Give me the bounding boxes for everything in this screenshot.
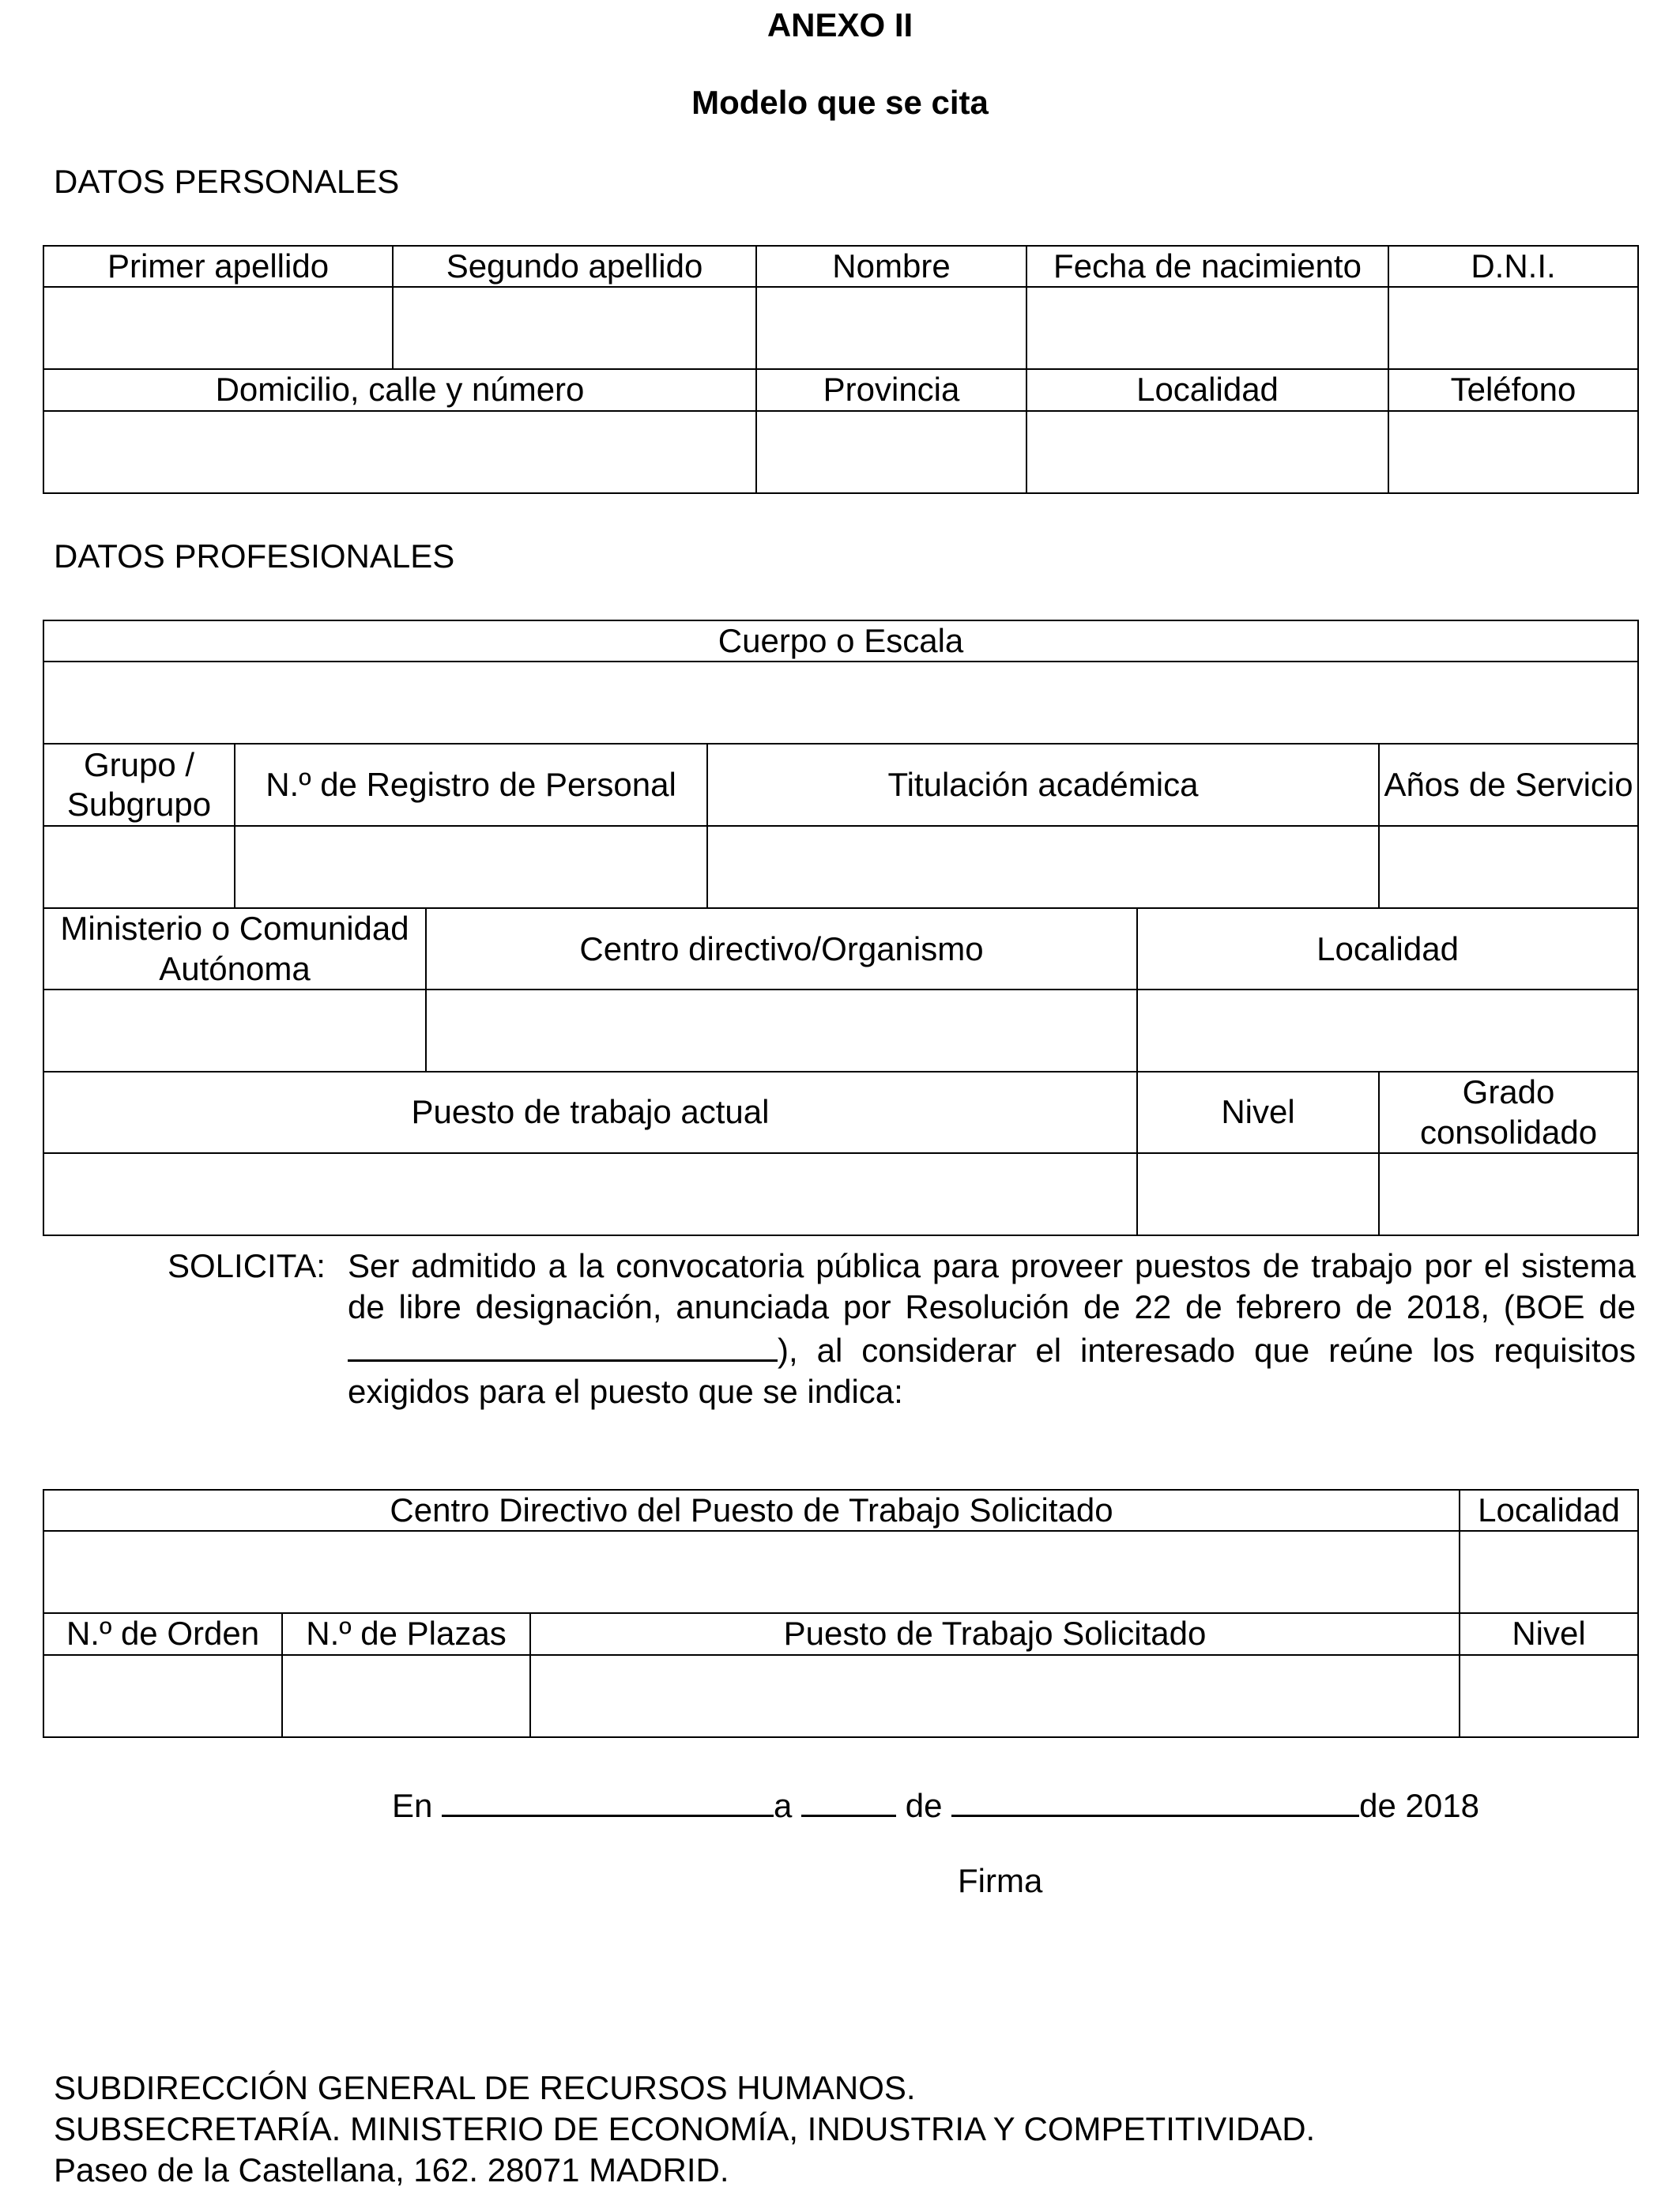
footer-line-1: SUBDIRECCIÓN GENERAL DE RECURSOS HUMANOS. [54,2069,916,2106]
field-localidad-solicitada[interactable] [1460,1531,1638,1613]
header-nivel: Nivel [1137,1072,1379,1153]
place-blank[interactable] [442,1783,774,1817]
professional-section-title: DATOS PROFESIONALES [54,537,455,575]
header-segundo-apellido: Segundo apellido [393,246,756,287]
signature-label: Firma [958,1862,1043,1899]
header-telefono: Teléfono [1388,369,1638,410]
boe-date-blank[interactable] [348,1328,778,1362]
field-grado-consolidado[interactable] [1379,1153,1638,1235]
header-domicilio: Domicilio, calle y número [43,369,756,410]
header-dni: D.N.I. [1388,246,1638,287]
field-nivel[interactable] [1137,1153,1379,1235]
header-titulacion: Titulación académica [707,744,1379,826]
month-blank[interactable] [951,1783,1359,1817]
header-primer-apellido: Primer apellido [43,246,393,287]
header-grupo-subgrupo: Grupo / Subgrupo [43,744,235,826]
field-provincia[interactable] [756,411,1026,493]
date-de-label: de [905,1787,943,1824]
header-centro-solicitado: Centro Directivo del Puesto de Trabajo Solicitado [43,1490,1460,1531]
footer-line-3: Paseo de la Castellana, 162. 28071 MADRID. [54,2151,729,2188]
date-year-label: de 2018 [1359,1787,1479,1824]
footer-line-2: SUBSECRETARÍA. MINISTERIO DE ECONOMÍA, INDUSTRIA Y COMPETITIVIDAD. [54,2110,1316,2147]
header-nombre: Nombre [756,246,1026,287]
header-localidad: Localidad [1026,369,1388,410]
field-segundo-apellido[interactable] [393,287,756,369]
page-subtitle: Modelo que se cita [691,84,989,121]
header-fecha-nacimiento: Fecha de nacimiento [1026,246,1388,287]
footer-address [54,2068,1315,2191]
personal-section-title: DATOS PERSONALES [54,163,400,200]
field-numero-orden[interactable] [43,1655,282,1737]
header-registro-personal: N.º de Registro de Personal [235,744,707,826]
field-centro-solicitado[interactable] [43,1531,1460,1613]
day-blank[interactable] [801,1783,896,1817]
field-telefono[interactable] [1388,411,1638,493]
header-provincia: Provincia [756,369,1026,410]
field-centro-directivo[interactable] [426,990,1137,1072]
header-centro-directivo: Centro directivo/Organismo [426,908,1137,990]
header-cuerpo-escala: Cuerpo o Escala [43,620,1638,662]
annex-title: ANEXO II [767,6,913,43]
header-puesto-solicitado: Puesto de Trabajo Solicitado [530,1613,1460,1654]
header-puesto-actual: Puesto de trabajo actual [43,1072,1137,1153]
solicita-text-before: Ser admitido a la convocatoria pública para proveer puestos de trabajo por el sistema de libre designación, anunciada por Resolución de 22 de febrero de 2018, (BOE de [348,1247,1636,1325]
header-numero-orden: N.º de Orden [43,1613,282,1654]
field-cuerpo-escala[interactable] [43,662,1638,744]
header-numero-plazas: N.º de Plazas [282,1613,530,1654]
field-dni[interactable] [1388,287,1638,369]
solicita-text [348,1246,1636,1412]
professional-data-table [43,620,1639,1236]
field-numero-plazas[interactable] [282,1655,530,1737]
field-domicilio[interactable] [43,411,756,493]
header-grado-consolidado: Grado consolidado [1379,1072,1638,1153]
field-nivel-solicitado[interactable] [1460,1655,1638,1737]
header-localidad-prof: Localidad [1137,908,1638,990]
date-a-label: a [774,1787,793,1824]
personal-data-table [43,245,1639,494]
field-anos-servicio[interactable] [1379,826,1638,908]
header-nivel-solicitado: Nivel [1460,1613,1638,1654]
field-ministerio[interactable] [43,990,426,1072]
field-localidad-prof[interactable] [1137,990,1638,1072]
field-fecha-nacimiento[interactable] [1026,287,1388,369]
field-primer-apellido[interactable] [43,287,393,369]
field-titulacion[interactable] [707,826,1379,908]
field-grupo-subgrupo[interactable] [43,826,235,908]
solicita-paragraph [168,1246,1636,1412]
solicita-label: SOLICITA: [168,1247,326,1284]
field-puesto-actual[interactable] [43,1153,1137,1235]
date-line [392,1783,1479,1825]
field-localidad[interactable] [1026,411,1388,493]
header-ministerio: Ministerio o Comunidad Autónoma [43,908,426,990]
header-localidad-solicitada: Localidad [1460,1490,1638,1531]
date-en-label: En [392,1787,433,1824]
field-nombre[interactable] [756,287,1026,369]
requested-position-table [43,1489,1639,1738]
field-registro-personal[interactable] [235,826,707,908]
solicita-text-after: ), al considerar el interesado que reúne los requisitos exigidos para el puesto que se indica: [348,1332,1636,1410]
header-anos-servicio: Años de Servicio [1379,744,1638,826]
field-puesto-solicitado[interactable] [530,1655,1460,1737]
